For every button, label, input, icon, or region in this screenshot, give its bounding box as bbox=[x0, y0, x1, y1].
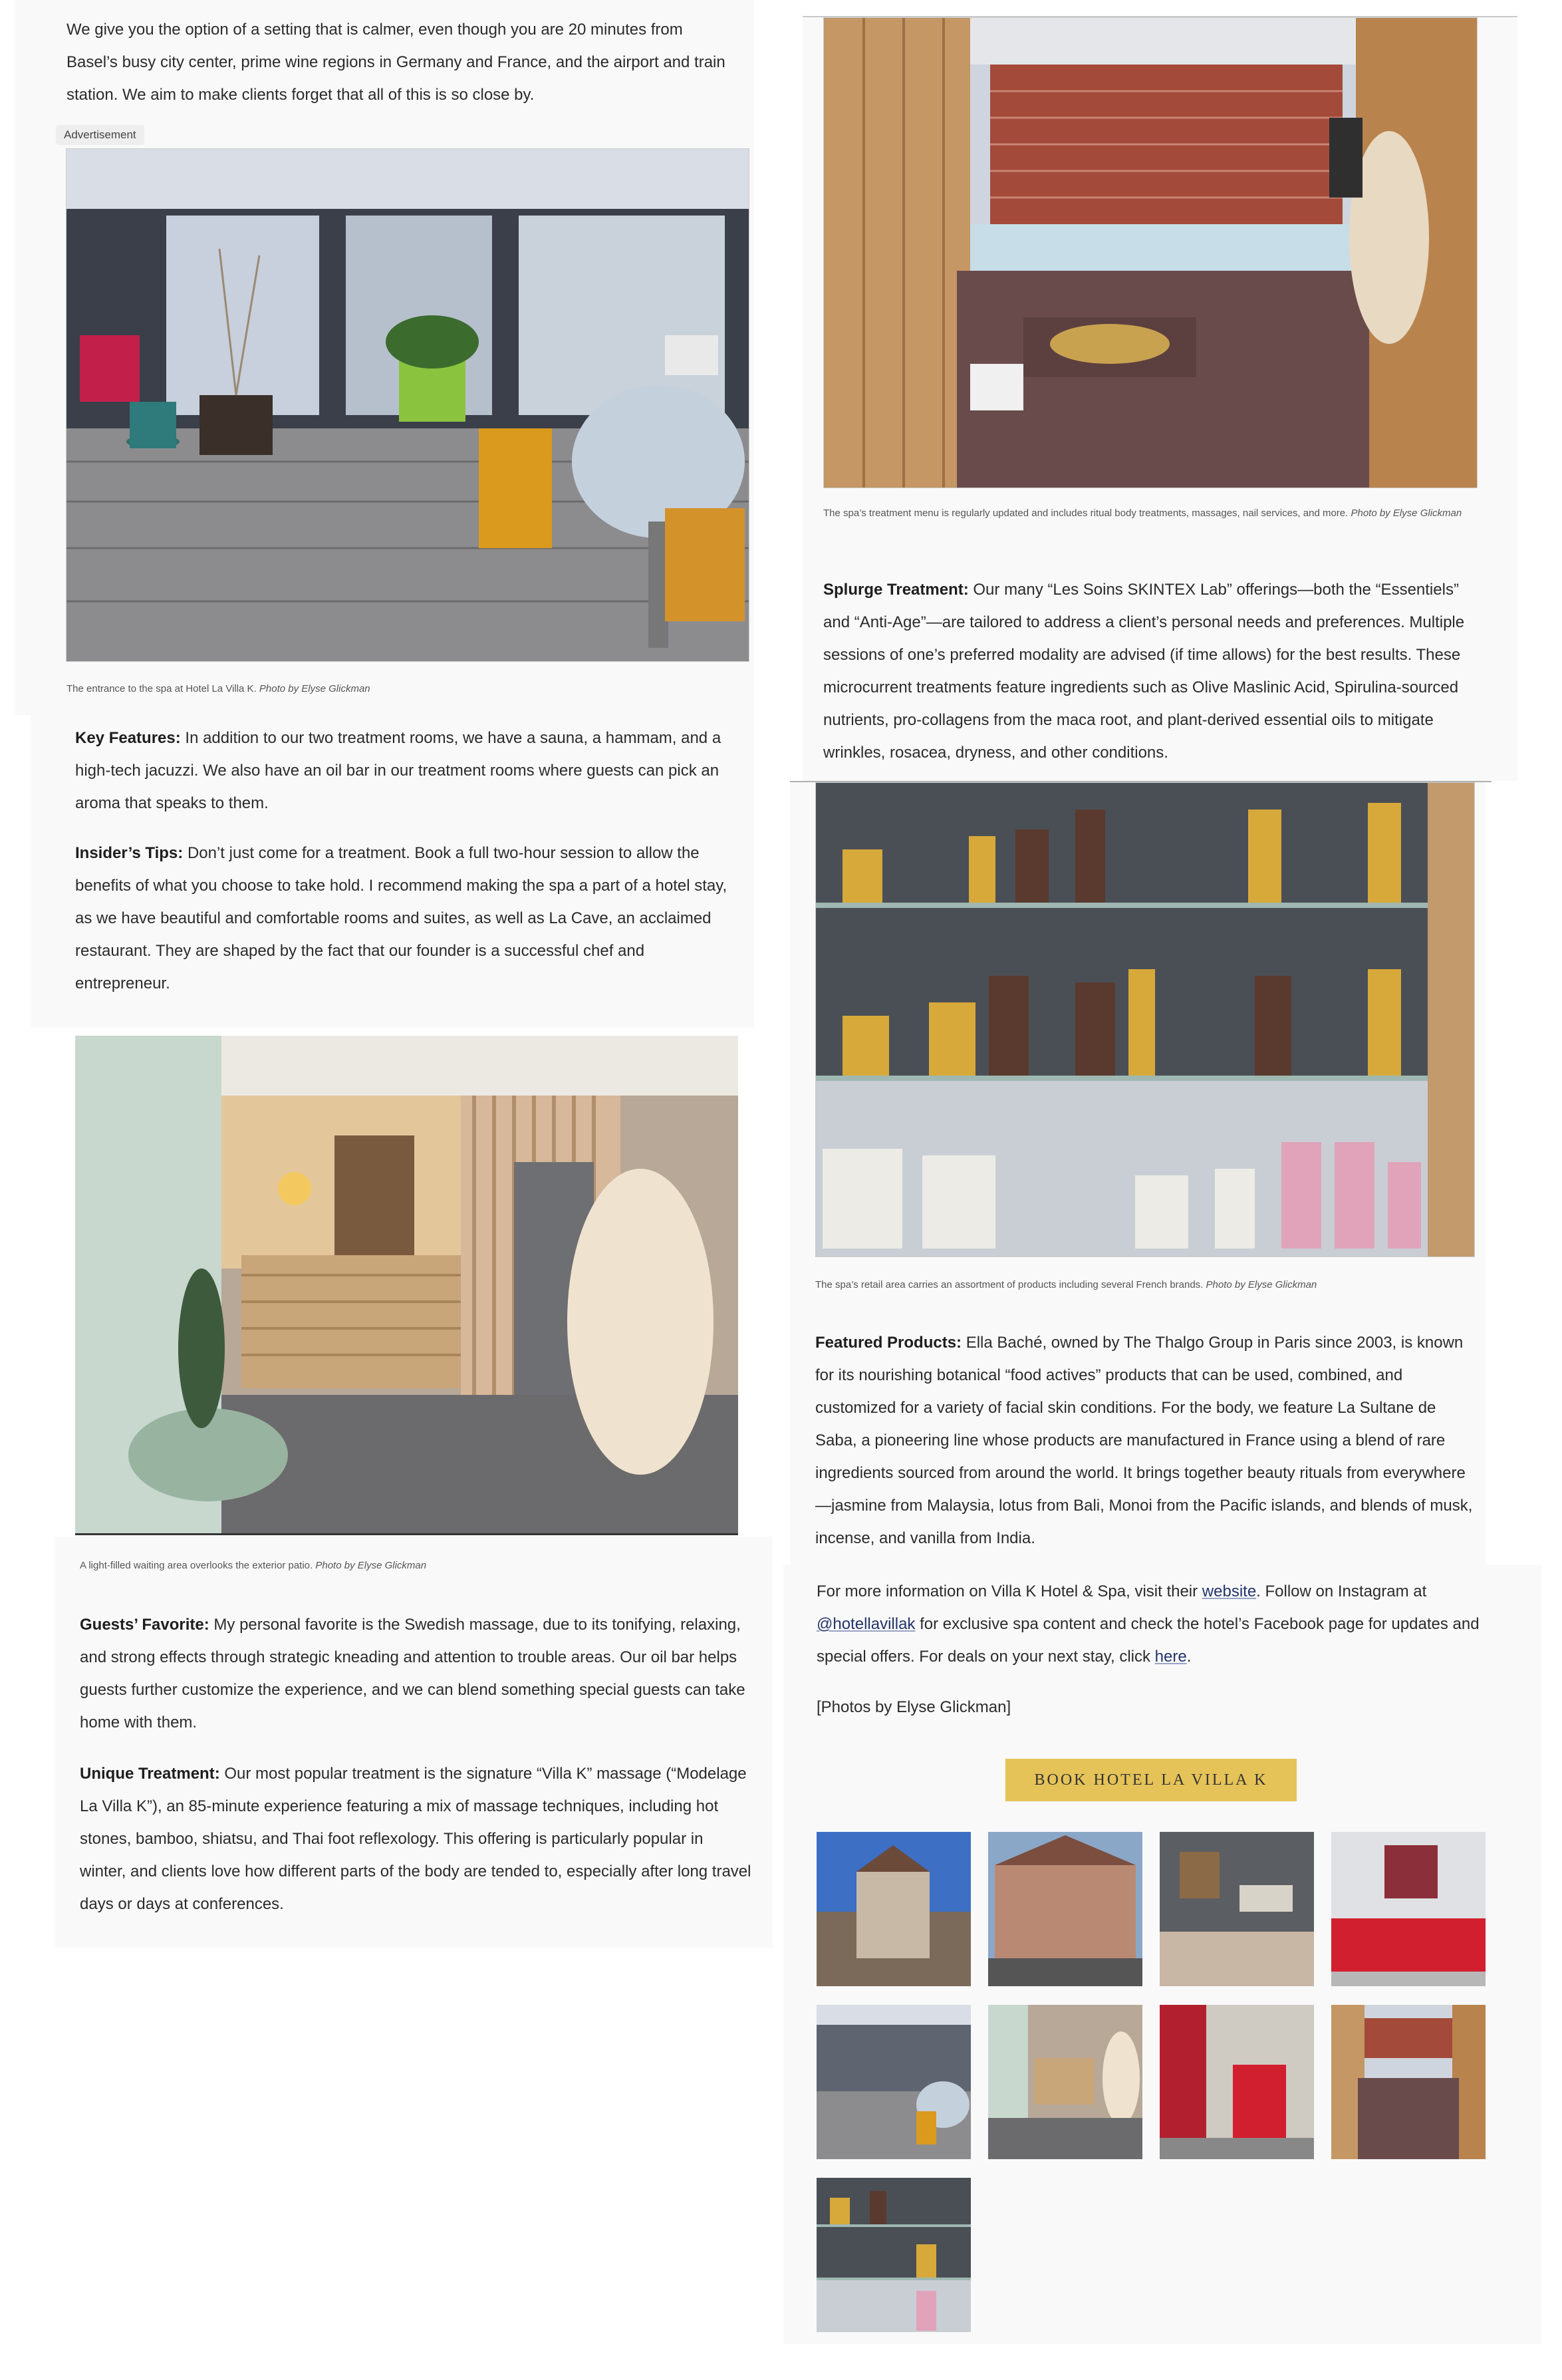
advertisement-label: Advertisement bbox=[56, 125, 144, 145]
gallery-thumb-7[interactable] bbox=[1160, 2005, 1314, 2159]
more-info-text-4: . bbox=[1186, 1648, 1192, 1666]
insider-tips-text: Don’t just come for a treatment. Book a full two-hour session to allow the benefits of what you choose to take hold. I recommend making the spa a part of a hotel stay, as we have beautiful and comfortable rooms and suites, as well as La Cave, an acclaimed restaurant. They are shaped by the fact that our founder is a successful chef and entrepreneur. bbox=[75, 844, 727, 992]
more-info-paragraph bbox=[817, 1575, 1482, 1673]
gallery-thumb-6[interactable] bbox=[988, 2005, 1142, 2159]
unique-treatment-paragraph bbox=[80, 1757, 751, 1920]
gallery-thumb-5[interactable] bbox=[817, 2005, 971, 2159]
gallery-thumb-9[interactable] bbox=[817, 2178, 971, 2332]
splurge-paragraph bbox=[823, 573, 1488, 769]
gallery-thumb-4[interactable] bbox=[1331, 1832, 1486, 1986]
more-info-text-1: For more information on Villa K Hotel & Spa, visit their bbox=[817, 1582, 1202, 1600]
photos-credit: [Photos by Elyse Glickman] bbox=[817, 1698, 1011, 1716]
guests-favorite-paragraph bbox=[80, 1608, 751, 1739]
caption-treatment-room bbox=[823, 504, 1482, 523]
book-hotel-button[interactable]: BOOK HOTEL LA VILLA K bbox=[1005, 1759, 1297, 1801]
caption-retail bbox=[815, 1276, 1474, 1294]
splurge-text: Our many “Les Soins SKINTEX Lab” offerings—both the “Essentiels” and “Anti-Age”—are tailored to address a client’s personal needs and preferences. Multiple sessions of one’s preferred modality are advised (if time allows) for the best results. These microcurrent treatments feature ingredients such as Olive Maslinic Acid, Spirulina-sourced nutrients, pro-collagens from the maca root, and plant-derived essential oils to mitigate wrinkles, rosacea, dryness, and other conditions. bbox=[823, 581, 1465, 762]
deals-here-link[interactable]: here bbox=[1154, 1648, 1187, 1666]
caption-entrance-credit: Photo by Elyse Glickman bbox=[259, 683, 370, 694]
gallery-thumb-8[interactable] bbox=[1331, 2005, 1486, 2159]
caption-waiting-area-credit: Photo by Elyse Glickman bbox=[315, 1560, 427, 1571]
key-features-label: Key Features: bbox=[75, 729, 181, 747]
caption-retail-credit: Photo by Elyse Glickman bbox=[1206, 1279, 1317, 1290]
treatment-room-photo bbox=[823, 17, 1478, 488]
unique-treatment-label: Unique Treatment: bbox=[80, 1765, 220, 1783]
unique-treatment-text: Our most popular treatment is the signature “Villa K” massage (“Modelage La Villa K”), an 85-minute experience featuring a mix of massage techniques, including hot stones, bamboo, shiatsu, and Thai foot reflexology. This offering is particularly popular in winter, and clients love how different parts of the body are tended to, especially after long travel days or days at conferences. bbox=[80, 1765, 751, 1913]
splurge-label: Splurge Treatment: bbox=[823, 581, 969, 599]
caption-treatment-room-credit: Photo by Elyse Glickman bbox=[1351, 508, 1462, 519]
more-info-text-3: for exclusive spa content and check the hotel’s Facebook page for updates and special offers. For deals on your next stay, click bbox=[817, 1615, 1480, 1666]
caption-waiting-area-text: A light-filled waiting area overlooks the exterior patio. bbox=[80, 1560, 313, 1571]
spa-entrance-photo bbox=[66, 148, 749, 662]
featured-products-text: Ella Baché, owned by The Thalgo Group in Paris since 2003, is known for its nourishing botanical “food actives” products that can be used, combined, and customized for a variety of facial skin conditions. For the body, we feature La Sultane de Saba, a pioneering line whose products are manufactured in France using a blend of rare ingredients sourced from around the world. It brings together beauty rituals from everywhere—jasmine from Malaysia, lotus from Bali, Monoi from the Pacific islands, and blends of musk, incense, and vanilla from India. bbox=[815, 1334, 1473, 1547]
insider-tips-label: Insider’s Tips: bbox=[75, 844, 184, 862]
caption-retail-text: The spa’s retail area carries an assortment of products including several French brands. bbox=[815, 1279, 1204, 1290]
retail-shelves-photo bbox=[815, 782, 1475, 1257]
website-link[interactable]: website bbox=[1202, 1582, 1257, 1600]
gallery-thumb-3[interactable] bbox=[1160, 1832, 1314, 1986]
guests-favorite-text: My personal favorite is the Swedish massage, due to its tonifying, relaxing, and strong effects through strategic kneading and attention to trouble areas. Our oil bar helps guests further customize the experience, and we can blend something special guests can take home with them. bbox=[80, 1616, 745, 1731]
key-features-paragraph bbox=[75, 722, 733, 819]
caption-treatment-room-text: The spa’s treatment menu is regularly updated and includes ritual body treatments, massages, nail services, and more. bbox=[823, 508, 1349, 519]
more-info-text-2: . Follow on Instagram at bbox=[1256, 1582, 1427, 1600]
featured-products-paragraph bbox=[815, 1326, 1480, 1555]
caption-entrance-text: The entrance to the spa at Hotel La Villa K. bbox=[66, 683, 257, 694]
waiting-area-photo bbox=[75, 1036, 738, 1535]
caption-waiting-area bbox=[80, 1557, 745, 1575]
gallery-thumb-1[interactable] bbox=[817, 1832, 971, 1986]
key-features-text: In addition to our two treatment rooms, we have a sauna, a hammam, and a high-tech jacuzzi. We also have an oil bar in our treatment rooms where guests can pick an aroma that speaks to them. bbox=[75, 729, 721, 812]
intro-paragraph: We give you the option of a setting that is calmer, even though you are 20 minutes from Basel’s busy city center, prime wine regions in Germany and France, and the airport and train station. We aim to make clients forget that all of this is so close by. bbox=[66, 21, 725, 104]
guests-favorite-label: Guests’ Favorite: bbox=[80, 1616, 209, 1634]
instagram-link[interactable]: @hotellavillak bbox=[817, 1615, 916, 1633]
insider-tips-paragraph bbox=[75, 837, 733, 1000]
featured-products-label: Featured Products: bbox=[815, 1334, 962, 1352]
gallery-thumb-2[interactable] bbox=[988, 1832, 1142, 1986]
caption-entrance bbox=[66, 680, 731, 698]
